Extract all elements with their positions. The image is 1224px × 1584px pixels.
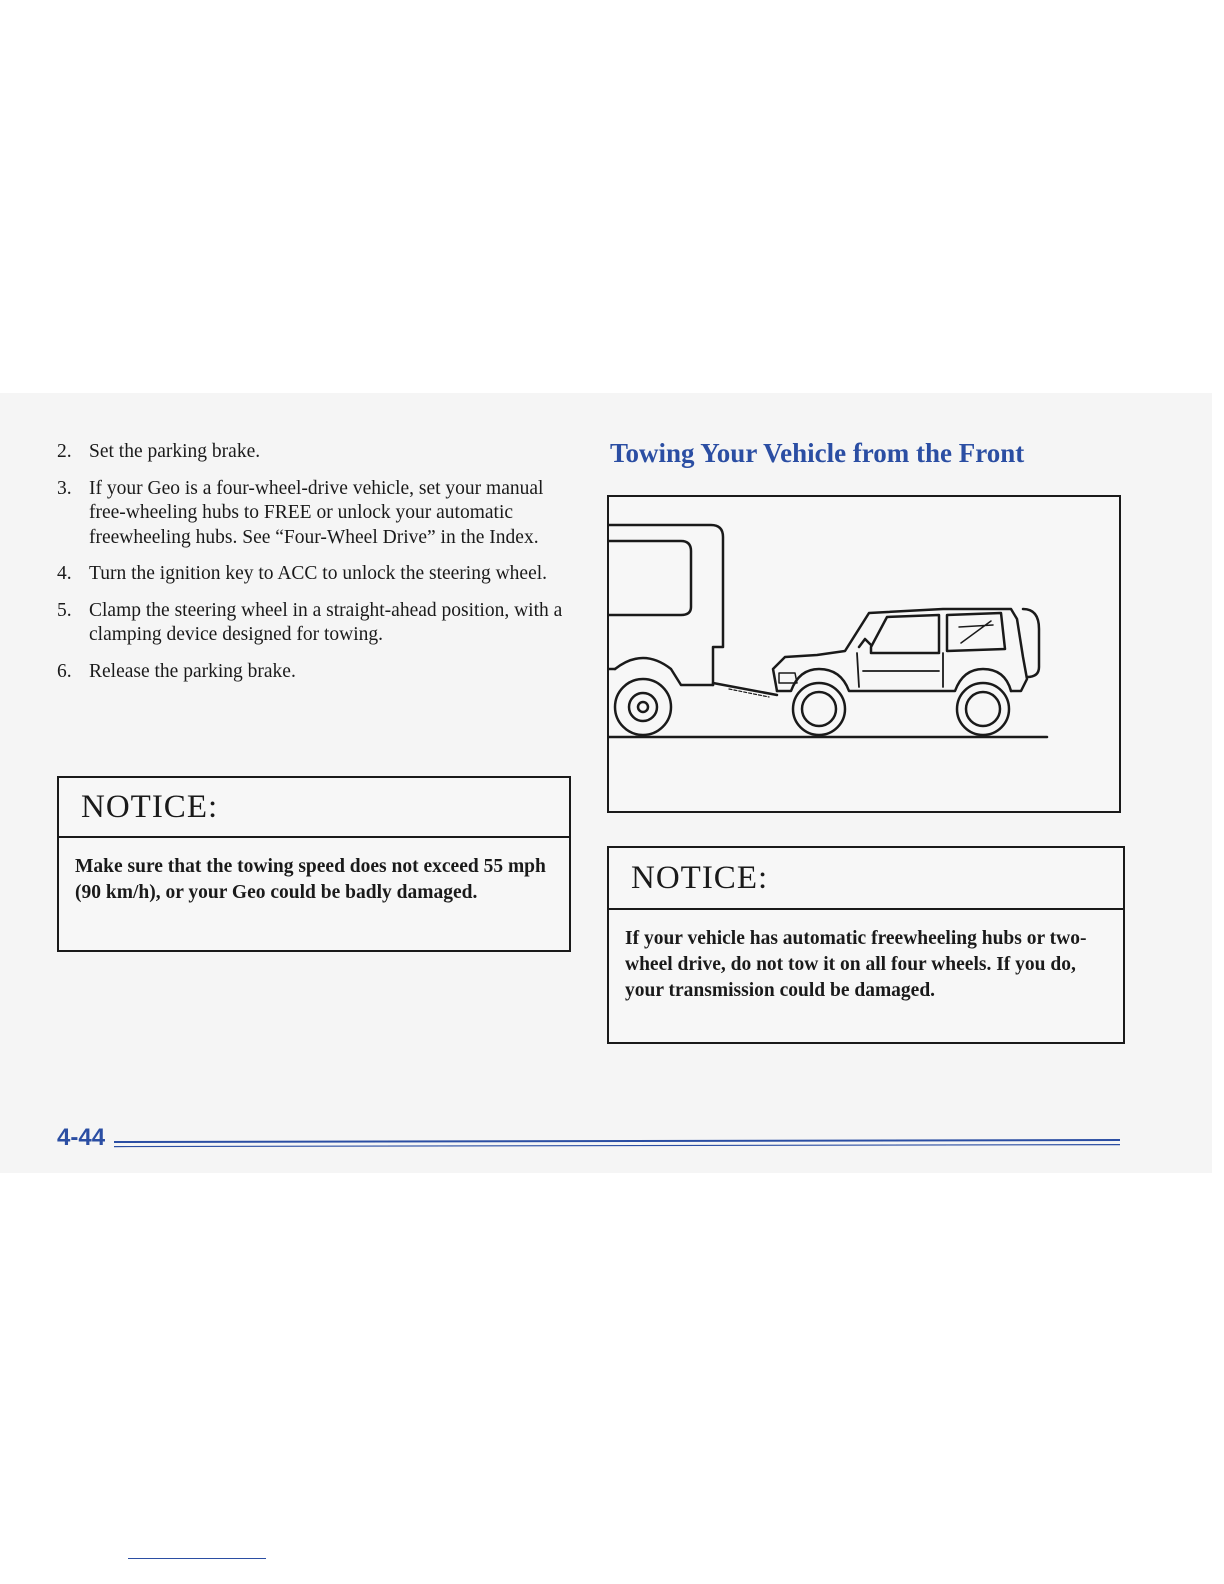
notice-heading: NOTICE: (609, 848, 1123, 910)
notice-box-freewheeling-hubs (607, 846, 1125, 1044)
step-item (57, 599, 567, 648)
step-number: 3. (57, 477, 72, 499)
towing-illustration (607, 495, 1121, 813)
step-text: Clamp the steering wheel in a straight-ahead position, with a clamping device designed for towing. (89, 599, 563, 645)
step-item (57, 660, 567, 685)
tow-bar (713, 683, 777, 695)
step-text: Release the parking brake. (89, 660, 296, 682)
step-item (57, 562, 567, 587)
notice-heading: NOTICE: (59, 778, 569, 838)
tow-truck-wheel (615, 679, 671, 735)
tow-truck-window (609, 541, 691, 615)
step-text: Set the parking brake. (89, 441, 261, 462)
step-item (57, 440, 567, 465)
suv-front-window (871, 615, 939, 653)
towing-diagram (609, 497, 1119, 811)
step-text: If your Geo is a four-wheel-drive vehicle, set your manual free-wheeling hubs to FREE or unlock your automatic freewheeling hubs. See “Four-Wheel Drive” in the Index. (89, 477, 544, 548)
step-text: Turn the ignition key to ACC to unlock the steering wheel. (89, 563, 548, 584)
section-title: Towing Your Vehicle from the Front (610, 438, 1025, 468)
step-number: 5. (57, 599, 72, 621)
instruction-steps (57, 440, 567, 696)
step-number: 4. (57, 563, 72, 584)
notice-body: If your vehicle has automatic freewheeling hubs or two-wheel drive, do not tow it on all four wheels. If you do, your transmission could be damaged. (625, 928, 1087, 1001)
step-number: 2. (57, 441, 72, 462)
notice-box-towing-speed (57, 776, 571, 952)
footer-rule (114, 1130, 1120, 1154)
step-number: 6. (57, 660, 72, 682)
notice-body: Make sure that the towing speed does not exceed 55 mph (90 km/h), or your Geo could be badly damaged. (75, 856, 546, 903)
step-item (57, 477, 567, 551)
page-number: 4-44 (57, 1124, 106, 1151)
bottom-rule (128, 1558, 266, 1559)
